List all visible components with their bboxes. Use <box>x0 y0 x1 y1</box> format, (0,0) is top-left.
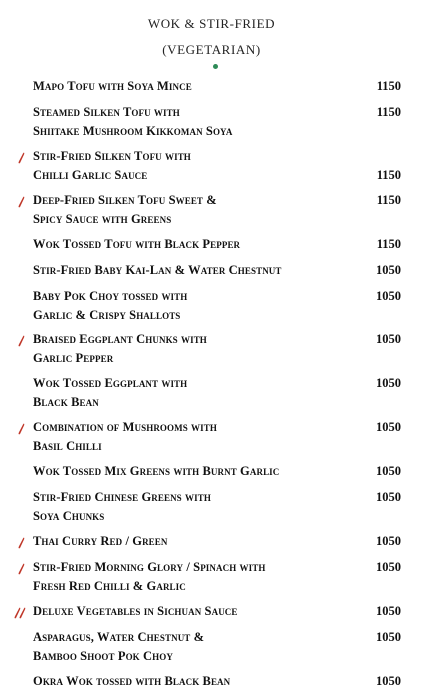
menu-item-price: 1050 <box>376 263 401 277</box>
menu-item-name <box>33 147 333 185</box>
menu-item-price: 1050 <box>376 420 401 434</box>
menu-item-price: 1050 <box>376 376 401 390</box>
menu-item-name-line: Steamed Silken Tofu with <box>33 105 180 119</box>
menu-item-name <box>33 488 333 526</box>
menu-item-name <box>33 462 333 481</box>
menu-item-price: 1050 <box>376 560 401 574</box>
menu-item-name-line: Combination of Mushrooms with <box>33 420 217 434</box>
menu-item-name <box>33 287 333 325</box>
menu-item-name-line: Mapo Tofu with Soya Mince <box>33 79 192 93</box>
menu-item-price: 1150 <box>376 105 401 119</box>
menu-item-price: 1050 <box>376 464 401 478</box>
menu-item-name-line: Stir-Fried Chinese Greens with <box>33 490 211 504</box>
menu-item-name-line: Garlic Pepper <box>33 351 114 365</box>
menu-item-name-line: Wok Tossed Tofu with Black Pepper <box>33 237 241 251</box>
menu-item-name-line: Deep-Fried Silken Tofu Sweet & <box>33 193 217 207</box>
menu-item-name-line: Stir-Fried Morning Glory / Spinach with <box>33 560 266 574</box>
menu-item-name-line: Okra Wok tossed with Black Bean <box>33 674 231 688</box>
decorative-dot <box>213 64 218 69</box>
menu-item-name-line: Deluxe Vegetables in Sichuan Sauce <box>33 604 238 618</box>
menu-item-name-line: Soya Chunks <box>33 509 105 523</box>
menu-item-price: 1150 <box>376 193 401 207</box>
menu-item-name-line: Baby Pok Choy tossed with <box>33 289 188 303</box>
menu-item-price: 1050 <box>376 534 401 548</box>
menu-item-name-line: Wok Tossed Eggplant with <box>33 376 188 390</box>
menu-item-name <box>33 191 333 229</box>
menu-item-name <box>33 672 333 691</box>
menu-item-name <box>33 628 333 666</box>
section-title: WOK & STIR-FRIED <box>147 16 276 31</box>
menu-item-name-line: Chilli Garlic Sauce <box>33 168 148 182</box>
menu-item-name <box>33 77 333 96</box>
section-subtitle: (VEGETARIAN) <box>162 42 261 57</box>
menu-item-name <box>33 532 333 551</box>
menu-item-name <box>33 330 333 368</box>
menu-item-name <box>33 558 333 596</box>
menu-item-name-line: Braised Eggplant Chunks with <box>33 332 207 346</box>
menu-item-price: 1150 <box>376 168 401 182</box>
menu-item-price: 1050 <box>376 289 401 303</box>
menu-item-price: 1050 <box>376 604 401 618</box>
menu-item-name-line: Shiitake Mushroom Kikkoman Soya <box>33 124 233 138</box>
menu-item-name <box>33 235 333 254</box>
menu-item-price: 1050 <box>376 630 401 644</box>
menu-item-name-line: Garlic & Crispy Shallots <box>33 308 181 322</box>
menu-item-name-line: Asparagus, Water Chestnut & <box>33 630 205 644</box>
menu-item-name-line: Bamboo Shoot Pok Choy <box>33 649 173 663</box>
menu-item-name-line: Wok Tossed Mix Greens with Burnt Garlic <box>33 464 280 478</box>
menu-item-name-line: Stir-Fried Baby Kai-Lan & Water Chestnut <box>33 263 282 277</box>
menu-item-name <box>33 261 333 280</box>
menu-item-price: 1150 <box>376 79 401 93</box>
menu-item-price: 1050 <box>376 490 401 504</box>
menu-item-name-line: Stir-Fried Silken Tofu with <box>33 149 191 163</box>
menu-item-name-line: Fresh Red Chilli & Garlic <box>33 579 186 593</box>
menu-item-price: 1050 <box>376 674 401 688</box>
menu-item-name-line: Spicy Sauce with Greens <box>33 212 172 226</box>
menu-item-name-line: Thai Curry Red / Green <box>33 534 168 548</box>
menu-item-price: 1150 <box>376 237 401 251</box>
menu-item-name-line: Black Bean <box>33 395 99 409</box>
menu-item-name-line: Basil Chilli <box>33 439 102 453</box>
menu-item-name <box>33 602 333 621</box>
menu-item-price: 1050 <box>376 332 401 346</box>
menu-item-name <box>33 374 333 412</box>
menu-item-name <box>33 418 333 456</box>
menu-item-name <box>33 103 333 141</box>
